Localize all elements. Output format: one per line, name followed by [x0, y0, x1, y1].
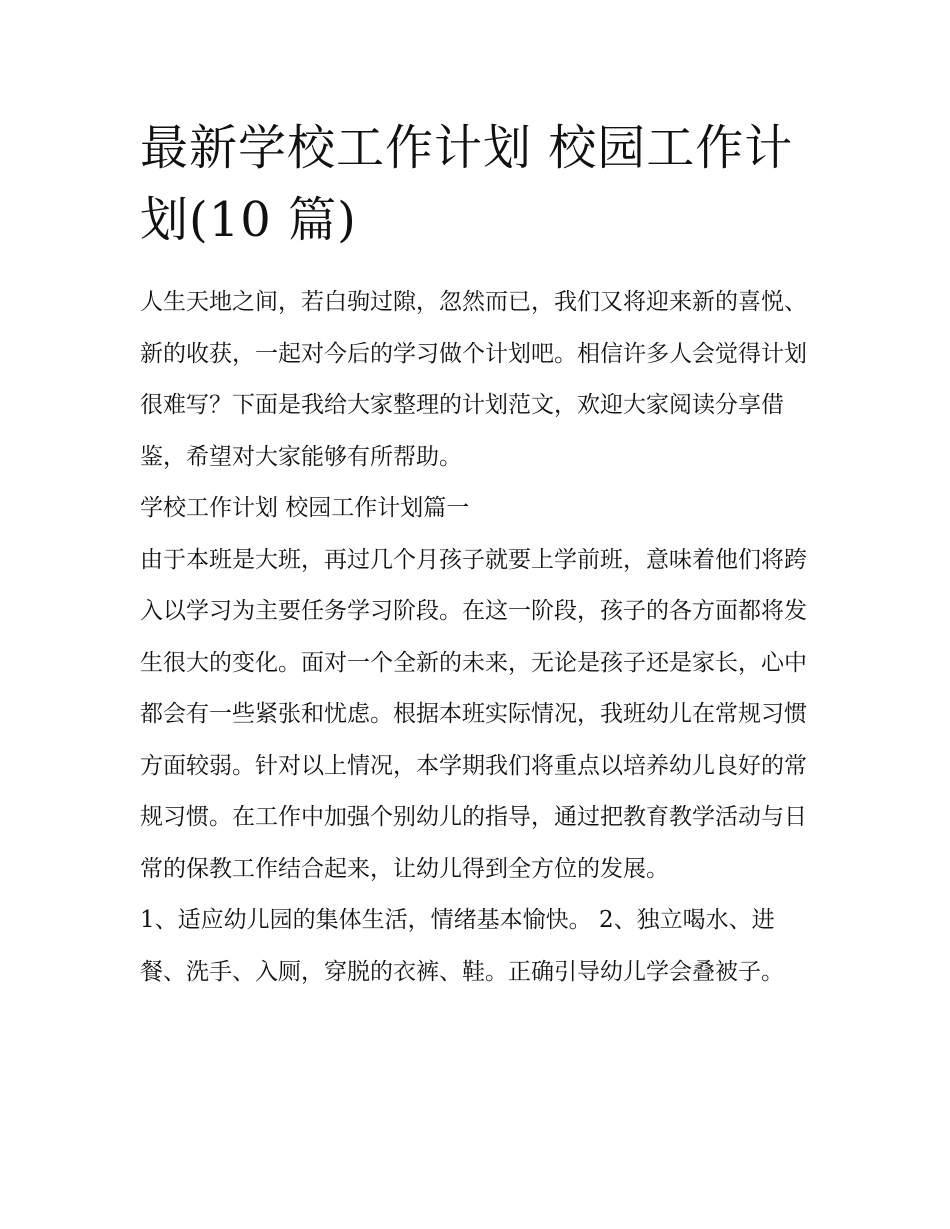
section-heading: 学校工作计划 校园工作计划篇一 [140, 495, 470, 521]
intro-paragraph: 人生天地之间，若白驹过隙，忽然而已，我们又将迎来新的喜悦、新的收获，一起对今后的学习做个计划吧。相信许多人会觉得计划很难写？下面是我给大家整理的计划范文，欢迎大家阅读分享借鉴，希望对大家能够有所帮助。 [140, 289, 807, 470]
body-paragraph-2: 1、适应幼儿园的集体生活，情绪基本愉快。 2、独立喝水、进餐、洗手、入厕，穿脱的衣裤、鞋。正确引导幼儿学会叠被子。 [140, 907, 784, 985]
document-title: 最新学校工作计划 校园工作计划(10 篇) [140, 120, 794, 248]
body-paragraph-1: 由于本班是大班，再过几个月孩子就要上学前班，意味着他们将跨入以学习为主要任务学习阶段。在这一阶段，孩子的各方面都将发生很大的变化。面对一个全新的未来，无论是孩子还是家长，心中都会有一些紧张和忧虑。根据本班实际情况，我班幼儿在常规习惯方面较弱。针对以上情况，本学期我们将重点以培养幼儿良好的常规习惯。在工作中加强个别幼儿的指导，通过把教育教学活动与日常的保教工作结合起来，让幼儿得到全方位的发展。 [140, 546, 807, 882]
document-body [140, 112, 812, 998]
